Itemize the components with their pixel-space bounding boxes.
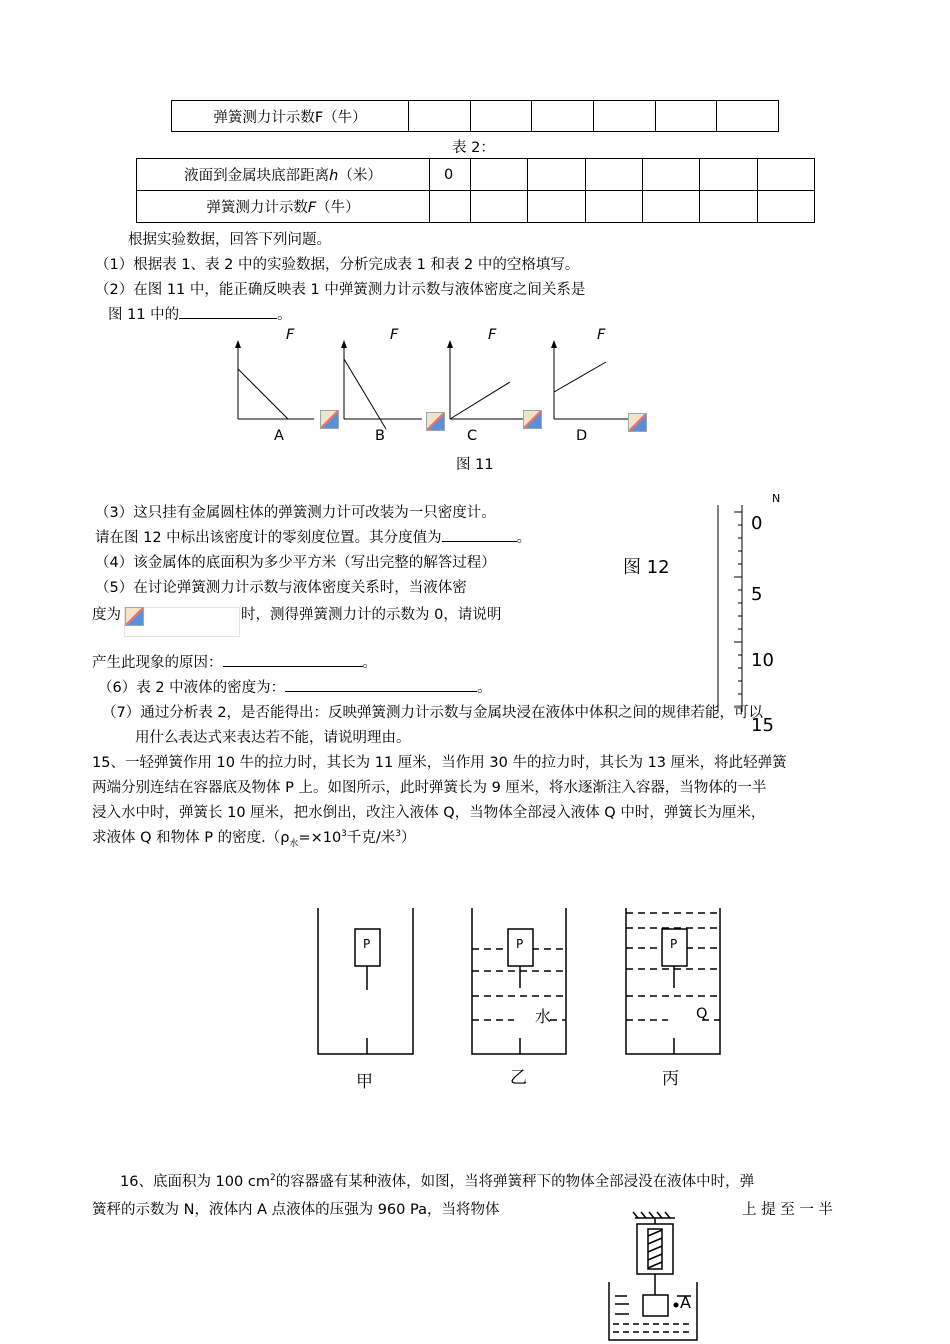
table-cell bbox=[757, 191, 814, 223]
caption-bing: 丙 bbox=[662, 1069, 679, 1089]
table-cell bbox=[585, 191, 642, 223]
scale-tick-5: 5 bbox=[751, 584, 763, 605]
scale-tick-15: 15 bbox=[751, 715, 774, 736]
label-unit: （牛） bbox=[316, 200, 360, 216]
table-cell bbox=[471, 191, 528, 223]
problem-16-line2a: 簧秤的示数为 N，液体内 A 点液体的压强为 960 Pa，当将物体 bbox=[92, 1202, 500, 1218]
figure-15-containers bbox=[310, 900, 730, 1060]
graph-c-axis-label: F bbox=[488, 327, 497, 343]
label-unit: （米） bbox=[338, 168, 382, 184]
superscript: 2 bbox=[269, 1173, 276, 1184]
table-cell bbox=[757, 159, 814, 191]
block-p-label: P bbox=[516, 937, 524, 951]
label-var: h bbox=[329, 168, 339, 184]
q2-text: 图 11 中的 bbox=[108, 307, 180, 323]
text: 求液体 Q 和物体 P 的密度.（ρ bbox=[92, 830, 290, 846]
question-5-line2a: 度为 bbox=[92, 607, 121, 623]
question-2-line1: （2）在图 11 中，能正确反映表 1 中弹簧测力计示数与液体密度之间关系是 bbox=[95, 282, 586, 298]
label-var: F bbox=[307, 200, 317, 216]
table-cell bbox=[585, 159, 642, 191]
table-row bbox=[137, 191, 815, 223]
figure-16-apparatus bbox=[605, 1210, 705, 1344]
question-5-line3 bbox=[92, 651, 377, 672]
q6-text: （6）表 2 中液体的密度为： bbox=[98, 680, 286, 696]
table2-caption: 表 2： bbox=[452, 140, 495, 156]
scale-unit: N bbox=[772, 492, 781, 505]
container-bing bbox=[626, 908, 720, 1054]
table-cell bbox=[430, 191, 471, 223]
question-3-line1: （3）这只挂有金属圆柱体的弹簧测力计可改装为一只密度计。 bbox=[95, 505, 496, 521]
figure-12-caption: 图 12 bbox=[623, 557, 670, 578]
superscript: 3 bbox=[395, 829, 402, 840]
table1-row-label: 弹簧测力计示数F（牛） bbox=[172, 101, 409, 132]
table-row bbox=[172, 101, 779, 132]
table2-row2-label bbox=[137, 191, 430, 223]
graph-b bbox=[341, 340, 422, 429]
question-5-line1: （5）在讨论弹簧测力计示数与液体密度关系时，当液体密 bbox=[95, 580, 467, 596]
block-p-label: P bbox=[670, 937, 678, 951]
container-yi bbox=[472, 908, 566, 1054]
text: ） bbox=[401, 830, 416, 846]
text: 的容器盛有某种液体，如图，当将弹簧秤下的物体全部浸没在液体中时，弹 bbox=[275, 1174, 755, 1190]
answer-blank[interactable] bbox=[223, 652, 363, 667]
q3-text: 请在图 12 中标出该密度计的零刻度位置。其分度值为 bbox=[95, 530, 442, 546]
table-cell bbox=[655, 101, 717, 132]
image-placeholder-icon bbox=[125, 607, 144, 626]
image-placeholder-icon bbox=[320, 410, 339, 429]
problem-16-line1 bbox=[120, 1170, 754, 1191]
table-1 bbox=[171, 100, 779, 132]
option-d-label: D bbox=[576, 428, 588, 444]
answer-blank[interactable] bbox=[442, 527, 517, 542]
table-cell bbox=[528, 191, 585, 223]
image-placeholder-icon bbox=[523, 410, 542, 429]
table-cell bbox=[532, 101, 594, 132]
table-2 bbox=[136, 158, 815, 223]
table-cell bbox=[409, 101, 471, 132]
label-text: 弹簧测力计示数 bbox=[206, 200, 308, 216]
q2-end: 。 bbox=[277, 307, 292, 323]
option-b-label: B bbox=[375, 428, 385, 444]
option-a-label: A bbox=[274, 428, 284, 444]
problem-15-line1: 15、一轻弹簧作用 10 牛的拉力时，其长为 11 厘米，当作用 30 牛的拉力时，其长为 13 厘米，将此轻弹簧 bbox=[92, 755, 787, 771]
graph-a bbox=[235, 340, 314, 419]
water-label: 水 bbox=[535, 1007, 552, 1026]
graph-d-axis-label: F bbox=[597, 327, 606, 343]
label-text: 液面到金属块底部距离 bbox=[184, 168, 330, 184]
question-1: （1）根据表 1、表 2 中的实验数据，分析完成表 1 和表 2 中的空格填写。 bbox=[95, 257, 580, 273]
subscript: 水 bbox=[289, 838, 299, 849]
container-jia bbox=[318, 908, 413, 1054]
question-5-line2b: 时，测得弹簧测力计的示数为 0，请说明 bbox=[241, 607, 502, 623]
problem-15-line4 bbox=[92, 826, 416, 849]
caption-yi: 乙 bbox=[510, 1068, 527, 1088]
image-placeholder-icon bbox=[628, 413, 647, 432]
figure-11-caption: 图 11 bbox=[456, 457, 494, 473]
answer-blank[interactable] bbox=[285, 677, 477, 692]
table-cell bbox=[528, 159, 585, 191]
scale-tick-10: 10 bbox=[751, 650, 774, 671]
q5-text: 产生此现象的原因： bbox=[92, 655, 223, 671]
superscript: 3 bbox=[341, 829, 347, 840]
question-7-line2: 用什么表达式来表达若不能，请说明理由。 bbox=[135, 730, 411, 746]
figure-11 bbox=[226, 324, 656, 454]
scale-tick-0: 0 bbox=[751, 513, 763, 534]
table-cell bbox=[593, 101, 655, 132]
graph-c bbox=[447, 340, 526, 419]
text: 16、底面积为 100 cm bbox=[120, 1174, 270, 1190]
table-cell bbox=[470, 101, 532, 132]
graph-a-axis-label: F bbox=[286, 327, 295, 343]
caption-jia: 甲 bbox=[356, 1072, 373, 1092]
table2-cell-h0: 0 bbox=[430, 159, 471, 191]
table-cell bbox=[717, 101, 779, 132]
table-cell bbox=[700, 159, 757, 191]
table-cell bbox=[471, 159, 528, 191]
question-3-line2 bbox=[95, 526, 531, 547]
image-placeholder-icon bbox=[426, 412, 445, 431]
question-6 bbox=[98, 676, 492, 697]
q6-end: 。 bbox=[477, 680, 492, 696]
q3-end: 。 bbox=[516, 530, 532, 546]
q5-end: 。 bbox=[362, 655, 377, 671]
graph-d bbox=[551, 340, 630, 419]
table2-row1-label bbox=[137, 159, 430, 191]
table-cell bbox=[642, 191, 699, 223]
liquid-q-label: Q bbox=[696, 1006, 708, 1022]
option-c-label: C bbox=[467, 428, 478, 444]
text: 千克/米 bbox=[346, 830, 396, 846]
table-cell bbox=[700, 191, 757, 223]
intro-text: 根据实验数据，回答下列问题。 bbox=[128, 232, 331, 248]
question-4: （4）该金属体的底面积为多少平方米（写出完整的解答过程） bbox=[95, 555, 496, 571]
text: =×10 bbox=[298, 830, 342, 846]
block-p-label: P bbox=[363, 937, 371, 951]
point-a-label: A bbox=[680, 1293, 691, 1312]
problem-16-line2b: 上 提 至 一 半 bbox=[742, 1202, 833, 1218]
graph-b-axis-label: F bbox=[390, 327, 399, 343]
problem-15-line2: 两端分别连结在容器底及物体 P 上。如图所示，此时弹簧长为 9 厘米，将水逐渐注入容器，当物体的一半 bbox=[92, 780, 767, 796]
problem-15-line3: 浸入水中时，弹簧长 10 厘米，把水倒出，改注入液体 Q，当物体全部浸入液体 Q 中时，弹簧长为厘米， bbox=[92, 805, 766, 821]
question-2-line2 bbox=[108, 303, 292, 324]
answer-blank[interactable] bbox=[179, 304, 277, 319]
table-cell bbox=[642, 159, 699, 191]
question-7-line1: （7）通过分析表 2，是否能得出：反映弹簧测力计示数与金属块浸在液体中体积之间的规律若能，可以 bbox=[102, 705, 764, 721]
table-row bbox=[137, 159, 815, 191]
